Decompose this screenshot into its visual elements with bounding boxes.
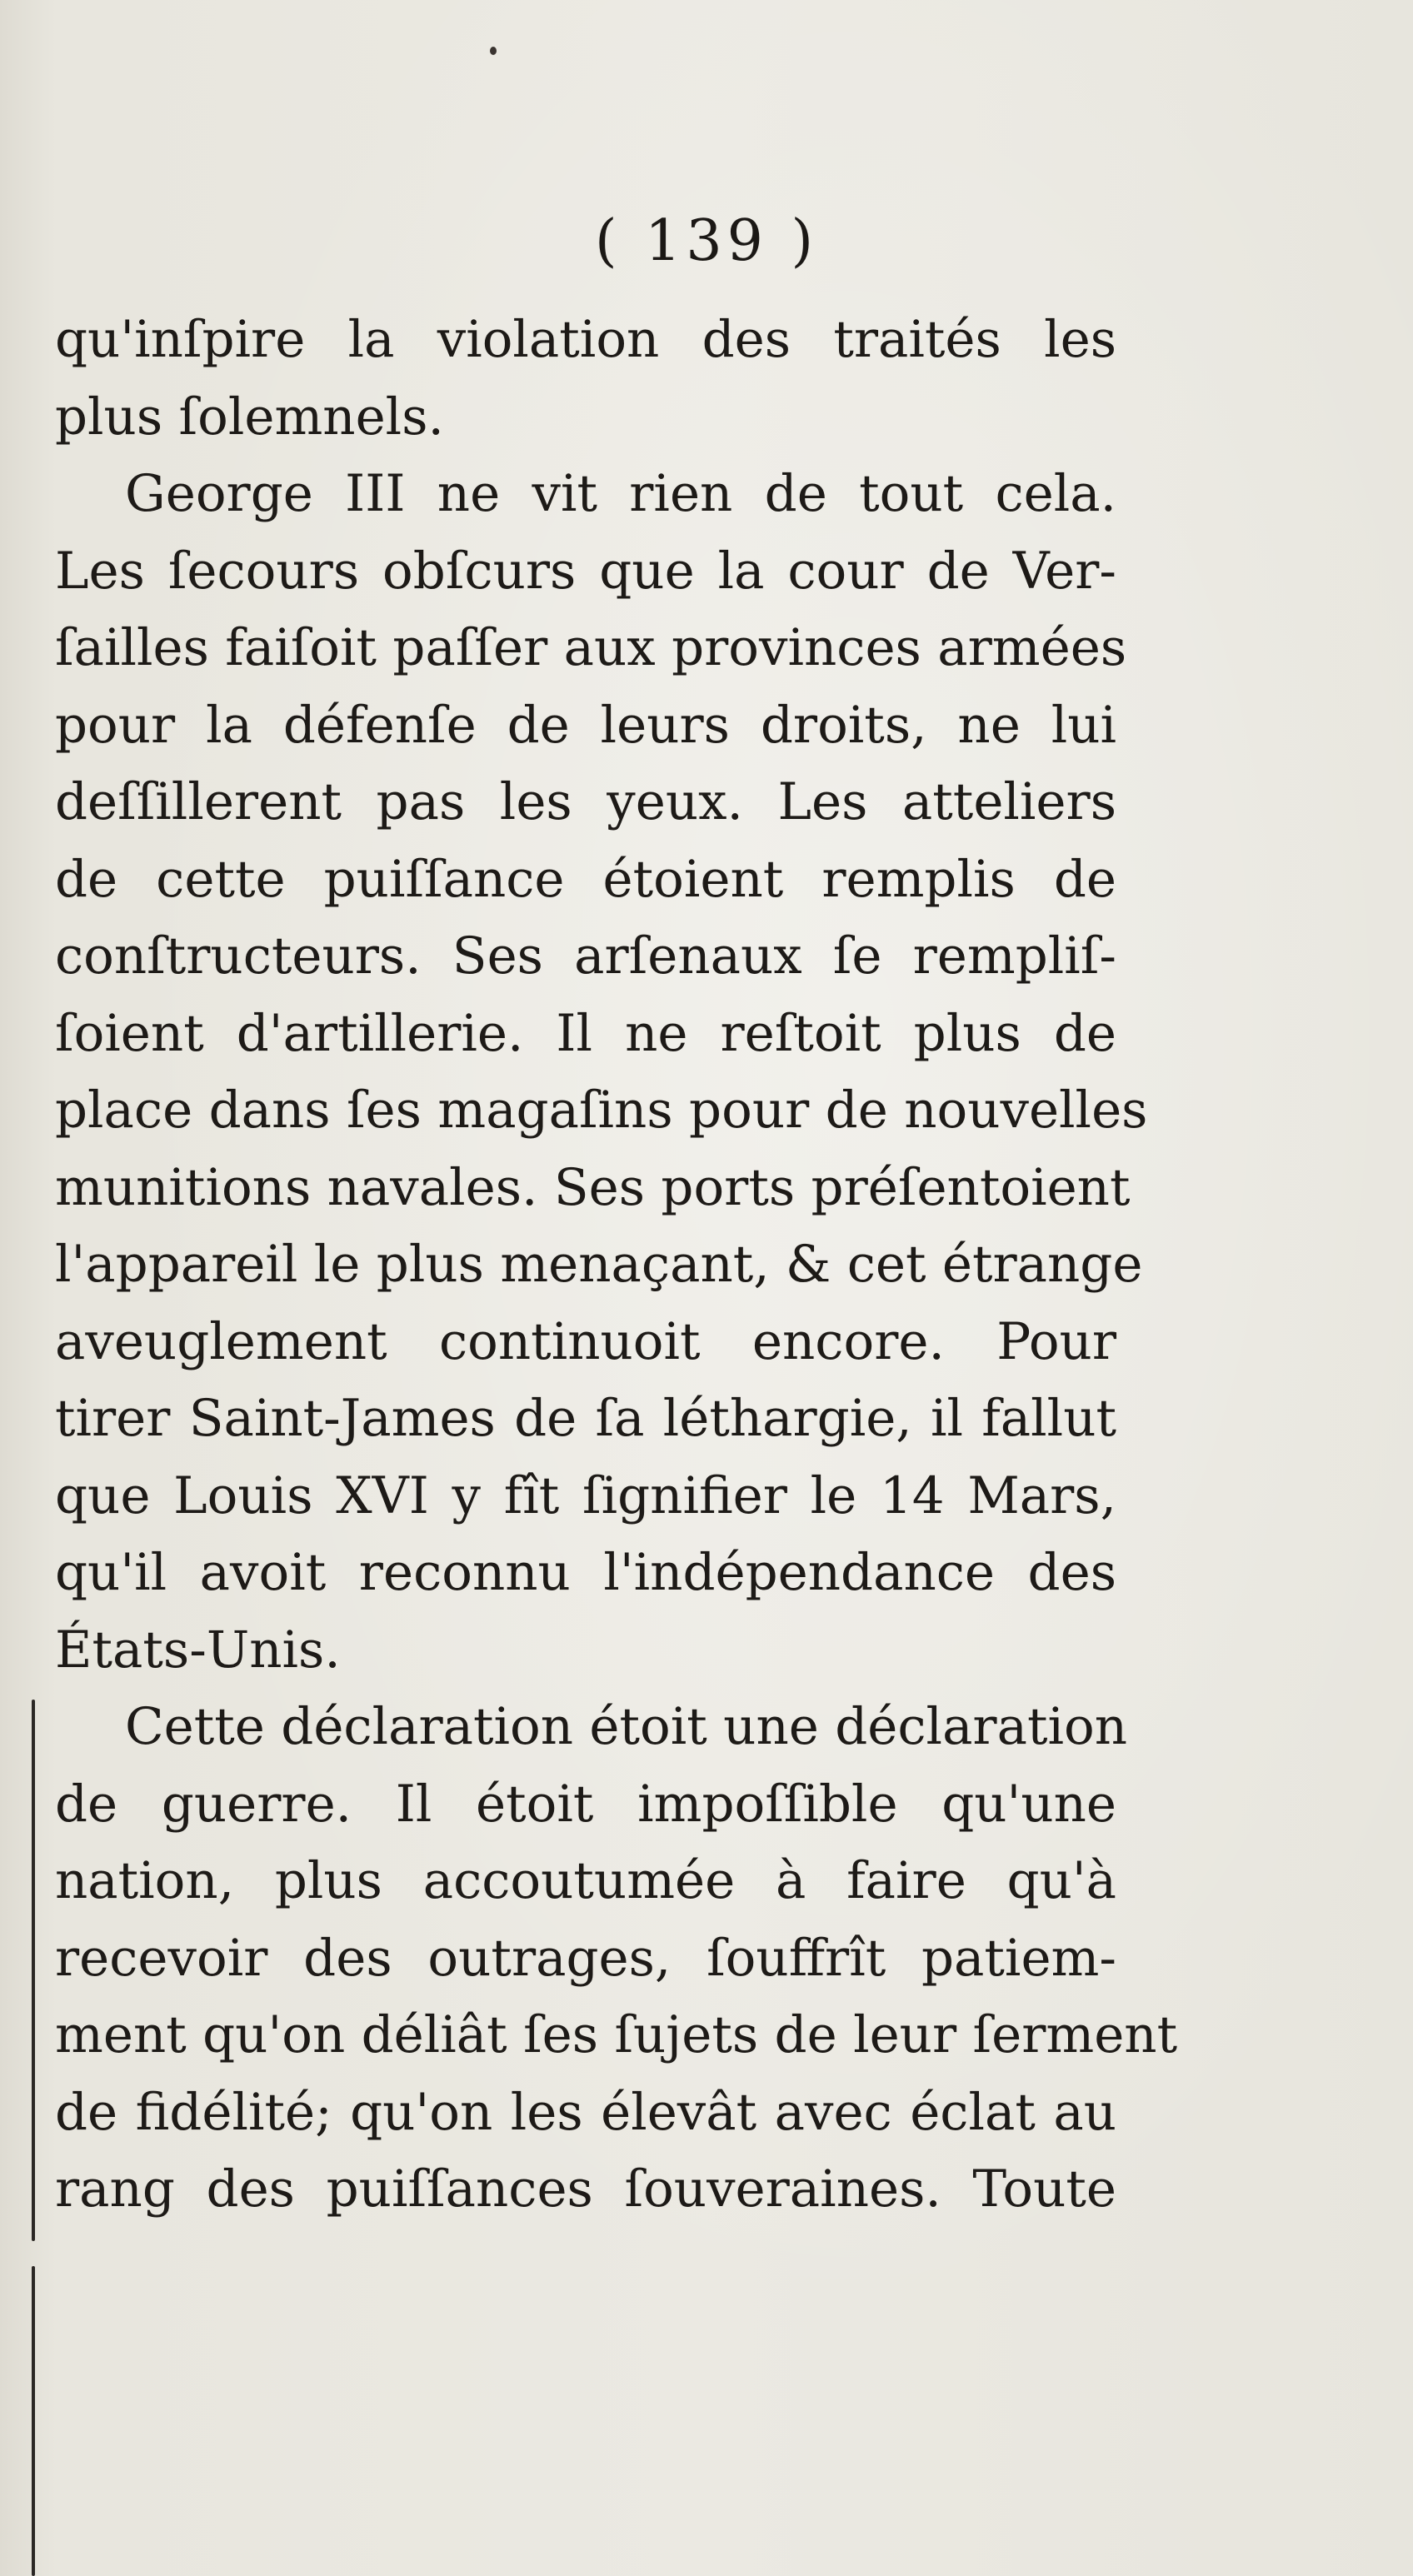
paragraph-start-line: George III ne vit rien de tout cela.	[125, 464, 1116, 523]
text-line: conſtructeurs. Ses arſenaux ſe rempliſ-	[55, 926, 1116, 986]
text-line: nation, plus accoutumée à faire qu'à	[55, 1851, 1116, 1910]
paragraph-start-line: Cette déclaration étoit une déclaration	[125, 1697, 1127, 1756]
text-line: de guerre. Il étoit impoſſible qu'une	[55, 1774, 1116, 1834]
binding-edge-line	[32, 1700, 35, 2241]
text-line: l'appareil le plus menaçant, & cet étrange	[55, 1235, 1143, 1294]
text-line: deſſillerent pas les yeux. Les atteliers	[55, 772, 1116, 831]
page-number: ( 139 )	[594, 208, 819, 274]
text-line: place dans ſes magaſins pour de nouvelles	[55, 1081, 1148, 1140]
text-line: aveuglement continuoit encore. Pour	[55, 1311, 1116, 1371]
text-line: que Louis XVI y fît ſignifier le 14 Mars,	[55, 1465, 1116, 1525]
text-line: de cette puiſſance étoient remplis de	[55, 849, 1116, 909]
text-line: de fidélité; qu'on les élevât avec éclat au	[55, 2082, 1116, 2142]
text-line: qu'inſpire la violation des traités les	[55, 310, 1116, 369]
text-line: recevoir des outrages, ſouffrît patiem-	[55, 1928, 1116, 1988]
text-line: États-Unis.	[55, 1620, 341, 1680]
text-line: munitions navales. Ses ports préſentoient	[55, 1157, 1131, 1217]
binding-edge-line-lower	[32, 2266, 35, 2576]
body-text	[55, 302, 1178, 2229]
text-line: tirer Saint-James de ſa léthargie, il fallut	[55, 1389, 1116, 1448]
text-line: qu'il avoit reconnu l'indépendance des	[55, 1543, 1116, 1602]
text-line: plus ſolemnels.	[55, 387, 444, 447]
text-line: pour la défenſe de leurs droits, ne lui	[55, 695, 1116, 755]
text-line: Les ſecours obſcurs que la cour de Ver-	[55, 541, 1116, 601]
text-line: ment qu'on déliât ſes ſujets de leur ſerment	[55, 2005, 1178, 2064]
ink-speck	[490, 47, 497, 55]
text-line: ſailles faiſoit paſſer aux provinces armées	[55, 618, 1127, 677]
text-line: ſoient d'artillerie. Il ne reſtoit plus de	[55, 1003, 1116, 1063]
text-line: rang des puiſſances ſouveraines. Toute	[55, 2159, 1116, 2219]
